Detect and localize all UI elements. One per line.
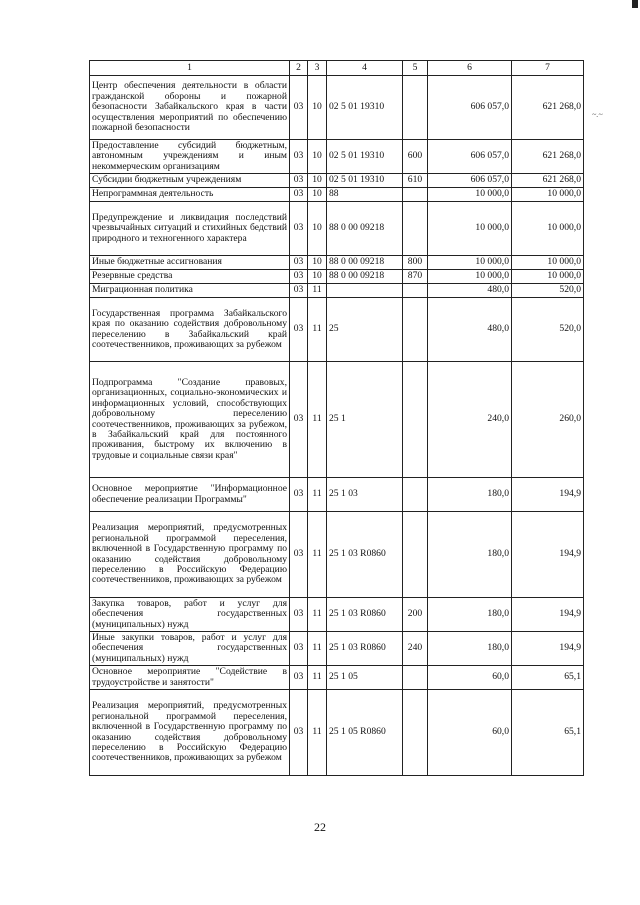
row-name: Основное мероприятие "Содействие в трудоустройстве и занятости" xyxy=(90,666,290,690)
row-amount-col6: 10 000,0 xyxy=(428,202,512,256)
row-name: Реализация мероприятий, предусмотренных региональной программой переселения, включенной в Государственную программу по оказанию содействия добровольному переселению в Российскую Федерацию соотечественников, проживающих за рубежом xyxy=(90,512,290,598)
row-amount-col6: 480,0 xyxy=(428,298,512,362)
row-expense-type xyxy=(403,298,428,362)
row-target-code: 25 1 03 R0860 xyxy=(327,598,403,632)
table-row xyxy=(90,598,584,632)
table-row xyxy=(90,188,584,202)
row-amount-col7: 621 268,0 xyxy=(512,174,584,188)
header-col-3: 3 xyxy=(308,61,327,76)
row-amount-col6: 606 057,0 xyxy=(428,174,512,188)
row-amount-col7: 194,9 xyxy=(512,512,584,598)
row-section: 03 xyxy=(290,174,308,188)
row-section: 03 xyxy=(290,298,308,362)
row-section: 03 xyxy=(290,478,308,512)
row-expense-type: 600 xyxy=(403,140,428,174)
row-expense-type xyxy=(403,478,428,512)
header-col-1: 1 xyxy=(90,61,290,76)
row-subsection: 11 xyxy=(308,512,327,598)
row-amount-col7: 194,9 xyxy=(512,632,584,666)
row-section: 03 xyxy=(290,270,308,284)
scan-corner-mark xyxy=(632,0,638,8)
row-target-code: 25 1 03 xyxy=(327,478,403,512)
table-row xyxy=(90,478,584,512)
row-amount-col6: 10 000,0 xyxy=(428,188,512,202)
row-name: Иные закупки товаров, работ и услуг для обеспечения государственных (муниципальных) нужд xyxy=(90,632,290,666)
row-name: Реализация мероприятий, предусмотренных региональной программой переселения, включенной в Государственную программу по оказанию содействия добровольному переселению в Российскую Федерацию соотечественников, проживающих за рубежом xyxy=(90,690,290,776)
row-section: 03 xyxy=(290,666,308,690)
row-target-code xyxy=(327,284,403,298)
row-amount-col7: 520,0 xyxy=(512,284,584,298)
row-amount-col6: 10 000,0 xyxy=(428,256,512,270)
table-row xyxy=(90,298,584,362)
row-amount-col7: 65,1 xyxy=(512,666,584,690)
row-amount-col6: 480,0 xyxy=(428,284,512,298)
row-name: Иные бюджетные ассигнования xyxy=(90,256,290,270)
header-col-4: 4 xyxy=(327,61,403,76)
row-subsection: 11 xyxy=(308,666,327,690)
row-section: 03 xyxy=(290,512,308,598)
table-row xyxy=(90,690,584,776)
row-name: Предоставление субсидий бюджетным, автономным учреждениям и иным некоммерческим организациям xyxy=(90,140,290,174)
row-subsection: 10 xyxy=(308,140,327,174)
row-expense-type xyxy=(403,188,428,202)
row-name: Центр обеспечения деятельности в области гражданской обороны и пожарной безопасности Забайкальского края в части осуществления мероприятий по обеспечению пожарной безопасности xyxy=(90,76,290,140)
row-target-code: 25 1 03 R0860 xyxy=(327,632,403,666)
row-section: 03 xyxy=(290,284,308,298)
header-col-6: 6 xyxy=(428,61,512,76)
row-amount-col7: 621 268,0 xyxy=(512,140,584,174)
row-expense-type xyxy=(403,202,428,256)
row-name: Предупреждение и ликвидация последствий чрезвычайных ситуаций и стихийных бедствий природного и техногенного характера xyxy=(90,202,290,256)
row-subsection: 10 xyxy=(308,270,327,284)
row-expense-type xyxy=(403,284,428,298)
row-amount-col7: 621 268,0 xyxy=(512,76,584,140)
row-subsection: 10 xyxy=(308,76,327,140)
table-row xyxy=(90,202,584,256)
row-amount-col6: 10 000,0 xyxy=(428,270,512,284)
row-name: Резервные средства xyxy=(90,270,290,284)
row-subsection: 10 xyxy=(308,202,327,256)
row-amount-col6: 606 057,0 xyxy=(428,76,512,140)
row-name: Закупка товаров, работ и услуг для обеспечения государственных (муниципальных) нужд xyxy=(90,598,290,632)
table-row xyxy=(90,666,584,690)
row-target-code: 88 0 00 09218 xyxy=(327,202,403,256)
row-subsection: 11 xyxy=(308,298,327,362)
row-expense-type: 610 xyxy=(403,174,428,188)
row-target-code: 25 xyxy=(327,298,403,362)
row-name: Миграционная политика xyxy=(90,284,290,298)
row-name: Подпрограмма "Создание правовых, организационных, социально-экономических и информационных условий, способствующих добровольному переселению соотечественников, проживающих за рубежом, в Забайкальский край для постоянного проживания, быстрому их включению в трудовые и социальные связи края" xyxy=(90,362,290,478)
row-expense-type xyxy=(403,512,428,598)
row-subsection: 11 xyxy=(308,362,327,478)
row-section: 03 xyxy=(290,598,308,632)
table-row xyxy=(90,256,584,270)
table-row xyxy=(90,76,584,140)
row-target-code: 25 1 05 xyxy=(327,666,403,690)
row-amount-col6: 180,0 xyxy=(428,512,512,598)
row-section: 03 xyxy=(290,632,308,666)
row-target-code: 25 1 xyxy=(327,362,403,478)
margin-scribble: ~.~ xyxy=(592,110,603,119)
row-subsection: 11 xyxy=(308,284,327,298)
row-amount-col6: 180,0 xyxy=(428,478,512,512)
row-amount-col6: 180,0 xyxy=(428,598,512,632)
row-amount-col7: 194,9 xyxy=(512,478,584,512)
row-amount-col7: 10 000,0 xyxy=(512,256,584,270)
row-target-code: 02 5 01 19310 xyxy=(327,174,403,188)
row-name: Субсидии бюджетным учреждениям xyxy=(90,174,290,188)
row-section: 03 xyxy=(290,76,308,140)
header-col-7: 7 xyxy=(512,61,584,76)
row-expense-type: 870 xyxy=(403,270,428,284)
table-row xyxy=(90,140,584,174)
row-expense-type xyxy=(403,666,428,690)
row-expense-type xyxy=(403,362,428,478)
row-amount-col7: 10 000,0 xyxy=(512,188,584,202)
row-section: 03 xyxy=(290,362,308,478)
table-row xyxy=(90,174,584,188)
row-subsection: 10 xyxy=(308,256,327,270)
table-row xyxy=(90,270,584,284)
row-expense-type: 200 xyxy=(403,598,428,632)
row-amount-col7: 260,0 xyxy=(512,362,584,478)
row-amount-col6: 606 057,0 xyxy=(428,140,512,174)
table-row xyxy=(90,512,584,598)
table-row xyxy=(90,632,584,666)
row-target-code: 88 0 00 09218 xyxy=(327,270,403,284)
header-row xyxy=(90,61,584,76)
row-subsection: 10 xyxy=(308,174,327,188)
row-expense-type: 800 xyxy=(403,256,428,270)
row-name: Основное мероприятие "Информационное обеспечение реализации Программы" xyxy=(90,478,290,512)
table-row xyxy=(90,284,584,298)
row-name: Государственная программа Забайкальского края по оказанию содействия добровольному переселению в Забайкальский край соотечественников, проживающих за рубежом xyxy=(90,298,290,362)
row-amount-col7: 194,9 xyxy=(512,598,584,632)
row-target-code: 88 xyxy=(327,188,403,202)
row-expense-type xyxy=(403,690,428,776)
row-target-code: 25 1 05 R0860 xyxy=(327,690,403,776)
row-subsection: 10 xyxy=(308,188,327,202)
row-amount-col6: 60,0 xyxy=(428,690,512,776)
row-section: 03 xyxy=(290,188,308,202)
row-target-code: 02 5 01 19310 xyxy=(327,76,403,140)
row-expense-type xyxy=(403,76,428,140)
header-col-5: 5 xyxy=(403,61,428,76)
row-section: 03 xyxy=(290,690,308,776)
budget-table xyxy=(89,60,584,776)
header-col-2: 2 xyxy=(290,61,308,76)
row-amount-col7: 10 000,0 xyxy=(512,202,584,256)
row-subsection: 11 xyxy=(308,632,327,666)
page-number: 22 xyxy=(314,820,326,834)
row-subsection: 11 xyxy=(308,598,327,632)
row-section: 03 xyxy=(290,256,308,270)
row-amount-col7: 65,1 xyxy=(512,690,584,776)
row-target-code: 02 5 01 19310 xyxy=(327,140,403,174)
row-section: 03 xyxy=(290,140,308,174)
row-target-code: 25 1 03 R0860 xyxy=(327,512,403,598)
row-subsection: 11 xyxy=(308,478,327,512)
row-amount-col6: 60,0 xyxy=(428,666,512,690)
row-amount-col7: 520,0 xyxy=(512,298,584,362)
row-amount-col6: 240,0 xyxy=(428,362,512,478)
row-name: Непрограммная деятельность xyxy=(90,188,290,202)
table-row xyxy=(90,362,584,478)
row-amount-col6: 180,0 xyxy=(428,632,512,666)
row-section: 03 xyxy=(290,202,308,256)
row-target-code: 88 0 00 09218 xyxy=(327,256,403,270)
row-expense-type: 240 xyxy=(403,632,428,666)
row-subsection: 11 xyxy=(308,690,327,776)
row-amount-col7: 10 000,0 xyxy=(512,270,584,284)
